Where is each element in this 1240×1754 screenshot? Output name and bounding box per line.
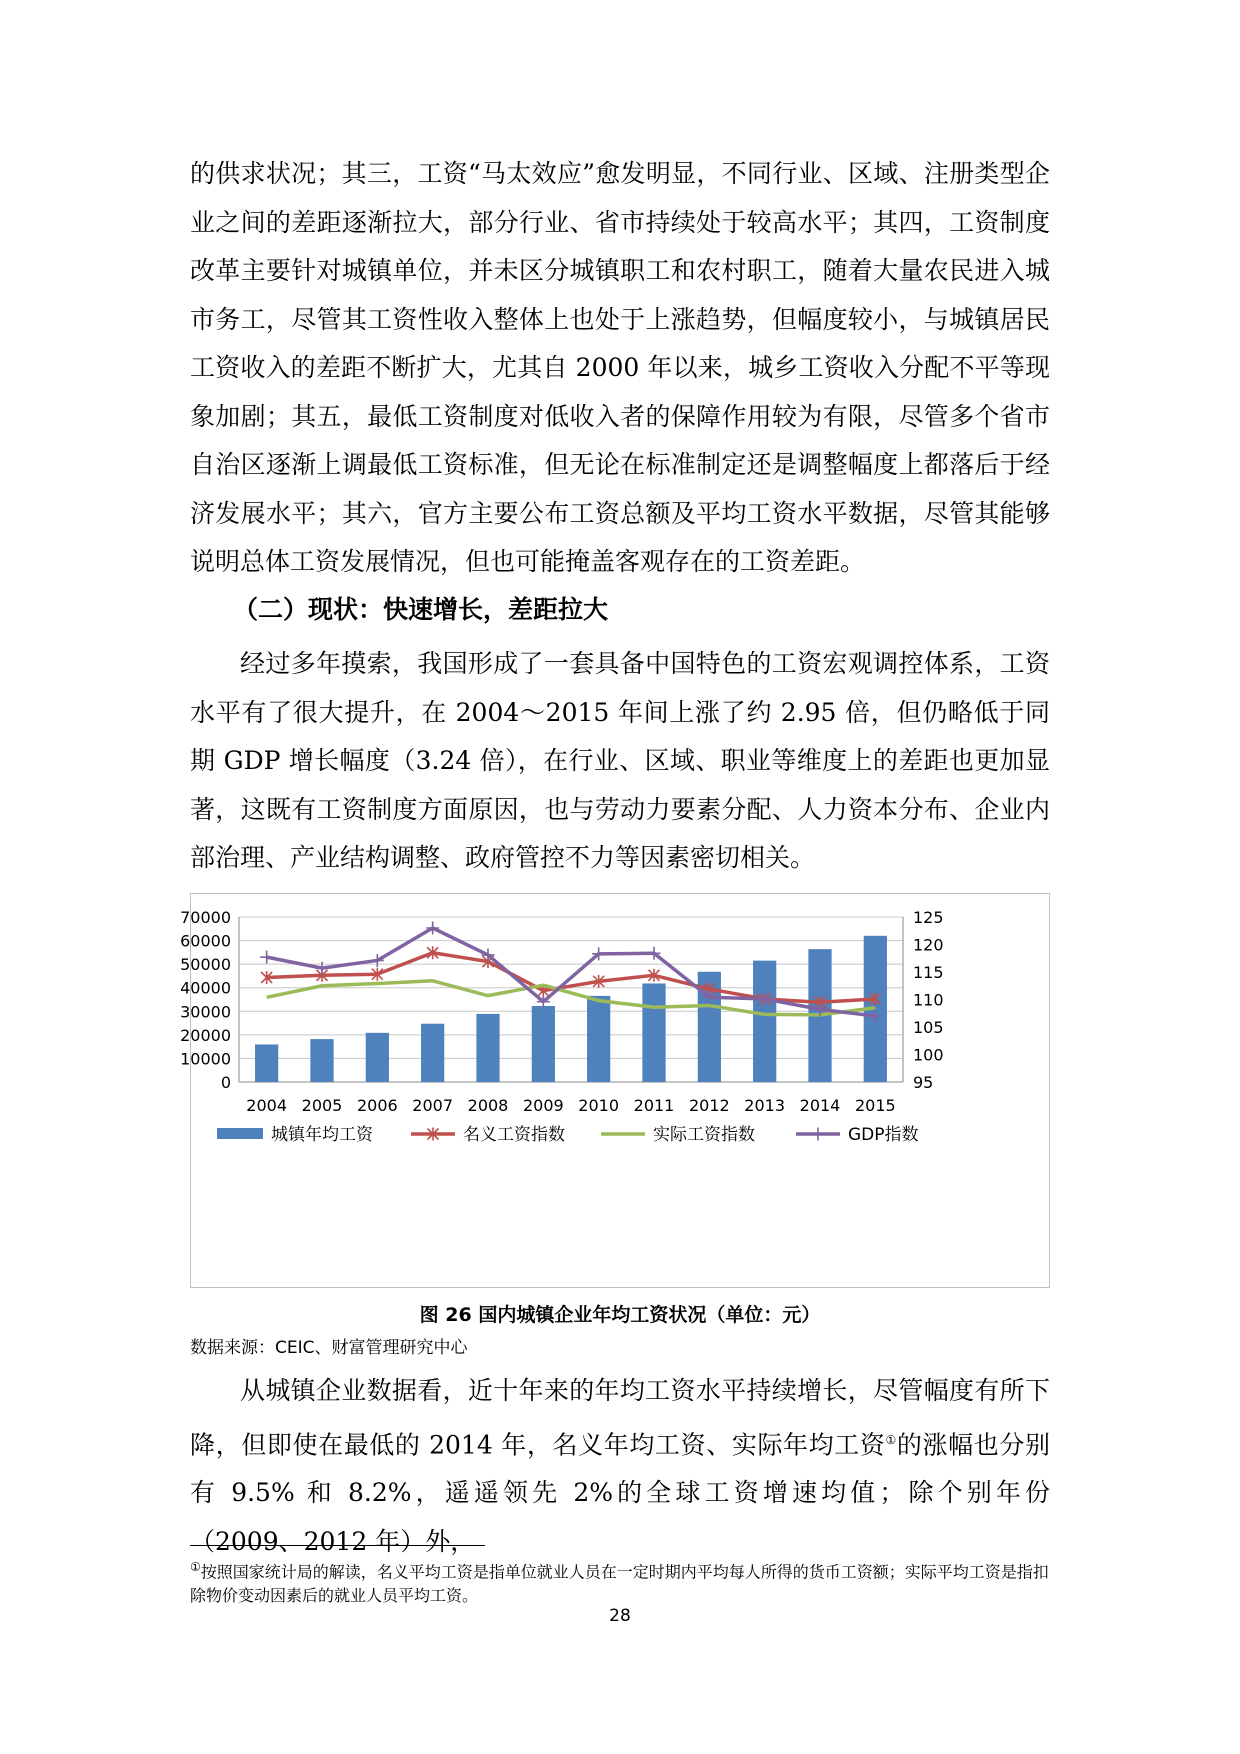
bar-2010 <box>587 996 610 1082</box>
right-axis-tick-label: 95 <box>913 1073 934 1092</box>
left-axis-tick-label: 0 <box>220 1073 231 1092</box>
section-heading: （二）现状：快速增长，差距拉大 <box>233 595 609 624</box>
footnote-text: 按照国家统计局的解读，名义平均工资是指单位就业人员在一定时期内平均每人所得的货币工资额；实际平均工资是指扣除物价变动因素后的就业人员平均工资。 <box>190 1562 1049 1606</box>
series-line-GDP指数 <box>267 928 876 1016</box>
bar-2005 <box>310 1039 333 1082</box>
footnote-mark: ① <box>190 1560 201 1574</box>
legend-label: GDP指数 <box>848 1125 919 1145</box>
x-axis-tick-label: 2014 <box>799 1096 841 1115</box>
right-axis-tick-label: 115 <box>913 963 944 982</box>
paragraph-1-text: 的供求状况；其三，工资“马太效应”愈发明显，不同行业、区域、注册类型企业之间的差距逐渐拉大，部分行业、省市持续处于较高水平；其四，工资制度改革主要针对城镇单位，并未区分城镇职工和农村职工，随着大量农民进入城市务工，尽管其工资性收入整体上也处于上涨趋势，但幅度较小，与城镇居民工资收入的差距不断扩大，尤其自 2000 年以来，城乡工资收入分配不平等现象加剧；其五，最低工资制度对低收入者的保障作用较为有限，尽管多个省市自治区逐渐上调最低工资标准，但无论在标准制定还是调整幅度上都落后于经济发展水平；其六，官方主要公布工资总额及平均工资水平数据，尽管其能够说明总体工资发展情况，但也可能掩盖客观存在的工资差距。 <box>190 159 1050 576</box>
paragraph-3-text <box>190 1367 1050 1566</box>
legend-label: 实际工资指数 <box>653 1125 755 1145</box>
x-axis-tick-label: 2009 <box>522 1096 564 1115</box>
wage-chart-svg <box>180 894 1049 1287</box>
x-axis-tick-label: 2005 <box>301 1096 343 1115</box>
bar-2011 <box>642 983 665 1082</box>
x-axis-tick-label: 2012 <box>688 1096 730 1115</box>
point-GDP指数-2004 <box>260 951 273 964</box>
footnote-reference[interactable]: ① <box>885 1432 897 1447</box>
x-axis-tick-label: 2008 <box>467 1096 509 1115</box>
figure-caption: 图 26 国内城镇企业年均工资状况（单位：元） <box>419 1304 821 1326</box>
x-axis-tick-label: 2010 <box>578 1096 620 1115</box>
paragraph-1 <box>190 150 1050 587</box>
bar-2004 <box>255 1044 278 1082</box>
paragraph-2-text: 经过多年摸索，我国形成了一套具备中国特色的工资宏观调控体系，工资水平有了很大提升，在 2004～2015 年间上涨了约 2.95 倍，但仍略低于同期 GDP 增长幅度（3.24 倍），在行业、区域、职业等维度上的差距也更加显著，这既有工资制度方面原因，也与劳动力要素分配、人力资本分布、企业内部治理、产业结构调整、政府管控不力等因素密切相关。 <box>190 649 1050 872</box>
right-axis-tick-label: 100 <box>913 1045 944 1065</box>
left-axis-tick-label: 40000 <box>180 978 231 998</box>
x-axis-tick-label: 2011 <box>633 1096 675 1115</box>
left-axis-tick-label: 60000 <box>180 931 231 951</box>
right-axis-tick-label: 125 <box>913 908 944 927</box>
bar-2008 <box>476 1014 499 1082</box>
legend-label: 名义工资指数 <box>463 1125 565 1145</box>
left-axis-tick-label: 10000 <box>180 1049 231 1069</box>
bar-2009 <box>532 1006 555 1082</box>
legend-label: 城镇年均工资 <box>271 1125 373 1145</box>
bar-2007 <box>421 1024 444 1082</box>
paragraph-3 <box>190 1367 1050 1566</box>
wage-chart <box>180 893 1050 1288</box>
legend-swatch-marker <box>812 1128 825 1141</box>
left-axis-tick-label: 30000 <box>180 1002 231 1022</box>
footnote <box>190 1555 1050 1608</box>
right-axis-tick-label: 105 <box>913 1018 944 1037</box>
left-axis-tick-label: 70000 <box>180 908 231 927</box>
figure-source: 数据来源：CEIC、财富管理研究中心 <box>190 1338 468 1358</box>
page-number: 28 <box>609 1606 631 1626</box>
x-axis-tick-label: 2004 <box>246 1096 288 1115</box>
x-axis-tick-label: 2015 <box>854 1096 896 1115</box>
point-GDP指数-2005 <box>316 962 329 975</box>
x-axis-tick-label: 2006 <box>356 1096 398 1115</box>
left-axis-tick-label: 50000 <box>180 955 231 975</box>
left-axis-tick-label: 20000 <box>180 1025 231 1045</box>
x-axis-tick-label: 2013 <box>744 1096 786 1115</box>
paragraph-3-part-2: 的涨幅也分别有 9.5% 和 8.2%，遥遥领先 2%的全球工资增速均值；除个别年份（2009、2012 年）外， <box>190 1429 1050 1556</box>
footnote-divider <box>190 1545 485 1546</box>
bar-2006 <box>366 1033 389 1082</box>
legend-swatch-bar <box>217 1128 263 1139</box>
x-axis-tick-label: 2007 <box>412 1096 454 1115</box>
bar-2013 <box>753 961 776 1082</box>
right-axis-tick-label: 120 <box>913 935 944 955</box>
right-axis-tick-label: 110 <box>913 990 944 1010</box>
paragraph-2 <box>190 640 1050 883</box>
paragraph-3-part-1: 从城镇企业数据看，近十年来的年均工资水平持续增长，尽管幅度有所下降，但即使在最低的 2014 年，名义年均工资、实际年均工资 <box>190 1376 1050 1459</box>
